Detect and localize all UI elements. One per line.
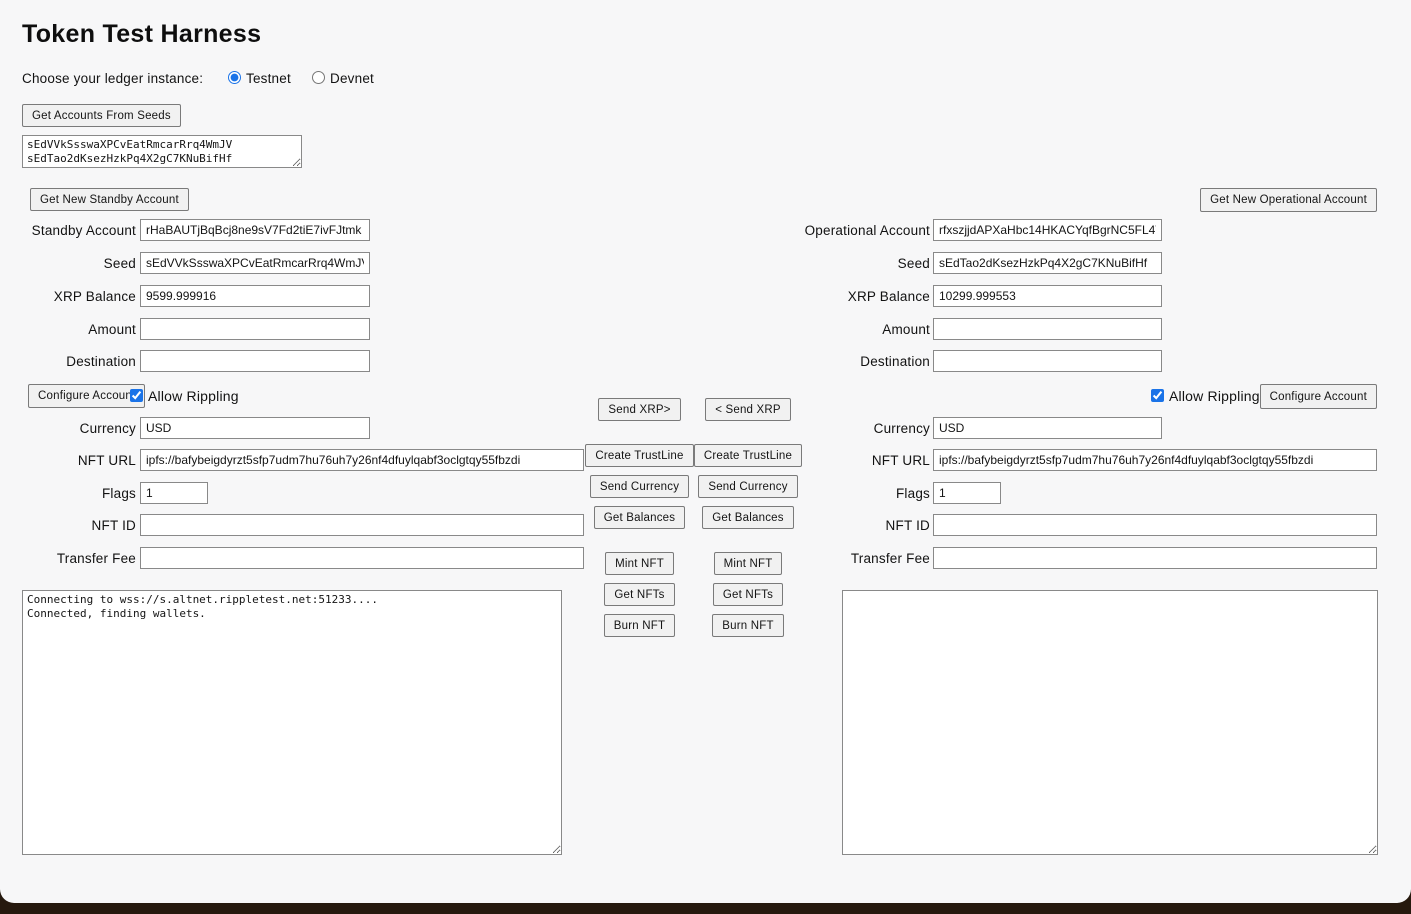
standby-destination-label: Destination: [66, 354, 136, 369]
devnet-radio[interactable]: [312, 71, 325, 84]
standby-nft-id-label: NFT ID: [91, 518, 136, 533]
standby-get-nfts-button[interactable]: Get NFTs: [604, 583, 674, 606]
operational-seed-input[interactable]: [933, 252, 1162, 274]
standby-transfer-fee-input[interactable]: [140, 547, 584, 569]
operational-xrp-balance-label: XRP Balance: [847, 289, 930, 304]
standby-burn-nft-button[interactable]: Burn NFT: [604, 614, 675, 637]
operational-nft-url-input[interactable]: [933, 449, 1377, 471]
standby-xrp-balance-label: XRP Balance: [53, 289, 136, 304]
operational-destination-input[interactable]: [933, 350, 1162, 372]
standby-transfer-fee-label: Transfer Fee: [56, 551, 136, 566]
standby-mint-nft-button[interactable]: Mint NFT: [605, 552, 674, 575]
page-title: Token Test Harness: [22, 20, 262, 48]
operational-burn-nft-button[interactable]: Burn NFT: [712, 614, 783, 637]
standby-xrp-balance-input[interactable]: [140, 285, 370, 307]
operational-flags-input[interactable]: [933, 482, 1001, 504]
standby-account-input[interactable]: [140, 219, 370, 241]
standby-amount-input[interactable]: [140, 318, 370, 340]
ledger-instance-prompt: Choose your ledger instance:: [22, 71, 204, 86]
operational-get-balances-button[interactable]: Get Balances: [702, 506, 793, 529]
send-xrp-to-operational-button[interactable]: Send XRP>: [598, 398, 680, 421]
standby-send-currency-button[interactable]: Send Currency: [590, 475, 689, 498]
standby-nft-url-label: NFT URL: [77, 453, 136, 468]
standby-allow-rippling-checkbox[interactable]: [130, 389, 143, 402]
testnet-radio-label: Testnet: [246, 71, 291, 86]
get-new-operational-account-button[interactable]: Get New Operational Account: [1200, 188, 1377, 212]
standby-amount-label: Amount: [88, 322, 136, 337]
standby-account-label: Standby Account: [31, 223, 136, 238]
standby-configure-account-button[interactable]: Configure Account: [28, 384, 145, 408]
operational-seed-label: Seed: [897, 256, 930, 271]
get-accounts-from-seeds-button[interactable]: Get Accounts From Seeds: [22, 104, 181, 127]
send-xrp-to-standby-button[interactable]: < Send XRP: [705, 398, 791, 421]
operational-destination-label: Destination: [860, 354, 930, 369]
standby-create-trustline-button[interactable]: Create TrustLine: [585, 444, 693, 467]
operational-amount-input[interactable]: [933, 318, 1162, 340]
operational-currency-label: Currency: [873, 421, 930, 436]
operational-amount-label: Amount: [882, 322, 930, 337]
operational-log-textarea[interactable]: [842, 590, 1378, 855]
standby-log-textarea[interactable]: [22, 590, 562, 855]
operational-currency-input[interactable]: [933, 417, 1162, 439]
operational-mint-nft-button[interactable]: Mint NFT: [714, 552, 783, 575]
operational-account-label: Operational Account: [804, 223, 930, 238]
operational-allow-rippling-label: Allow Rippling: [1169, 388, 1260, 404]
standby-flags-input[interactable]: [140, 482, 208, 504]
operational-get-nfts-button[interactable]: Get NFTs: [713, 583, 783, 606]
standby-currency-input[interactable]: [140, 417, 370, 439]
operational-flags-label: Flags: [895, 486, 930, 501]
operational-allow-rippling-checkbox[interactable]: [1151, 389, 1164, 402]
operational-nft-id-input[interactable]: [933, 514, 1377, 536]
operational-create-trustline-button[interactable]: Create TrustLine: [694, 444, 802, 467]
operational-transfer-fee-input[interactable]: [933, 547, 1377, 569]
operational-account-input[interactable]: [933, 219, 1162, 241]
standby-seed-label: Seed: [103, 256, 136, 271]
operational-transfer-fee-label: Transfer Fee: [850, 551, 930, 566]
operational-nft-url-label: NFT URL: [871, 453, 930, 468]
operational-send-currency-button[interactable]: Send Currency: [698, 475, 797, 498]
testnet-radio[interactable]: [228, 71, 241, 84]
seeds-textarea[interactable]: [22, 135, 302, 168]
get-new-standby-account-button[interactable]: Get New Standby Account: [30, 188, 189, 211]
standby-currency-label: Currency: [79, 421, 136, 436]
standby-get-balances-button[interactable]: Get Balances: [594, 506, 685, 529]
operational-nft-id-label: NFT ID: [885, 518, 930, 533]
standby-seed-input[interactable]: [140, 252, 370, 274]
standby-allow-rippling-label: Allow Rippling: [148, 388, 239, 404]
standby-nft-id-input[interactable]: [140, 514, 584, 536]
devnet-radio-label: Devnet: [330, 71, 374, 86]
operational-xrp-balance-input[interactable]: [933, 285, 1162, 307]
operational-configure-account-button[interactable]: Configure Account: [1260, 384, 1377, 409]
standby-destination-input[interactable]: [140, 350, 370, 372]
standby-nft-url-input[interactable]: [140, 449, 584, 471]
standby-actions-column: [592, 398, 687, 637]
standby-flags-label: Flags: [101, 486, 136, 501]
